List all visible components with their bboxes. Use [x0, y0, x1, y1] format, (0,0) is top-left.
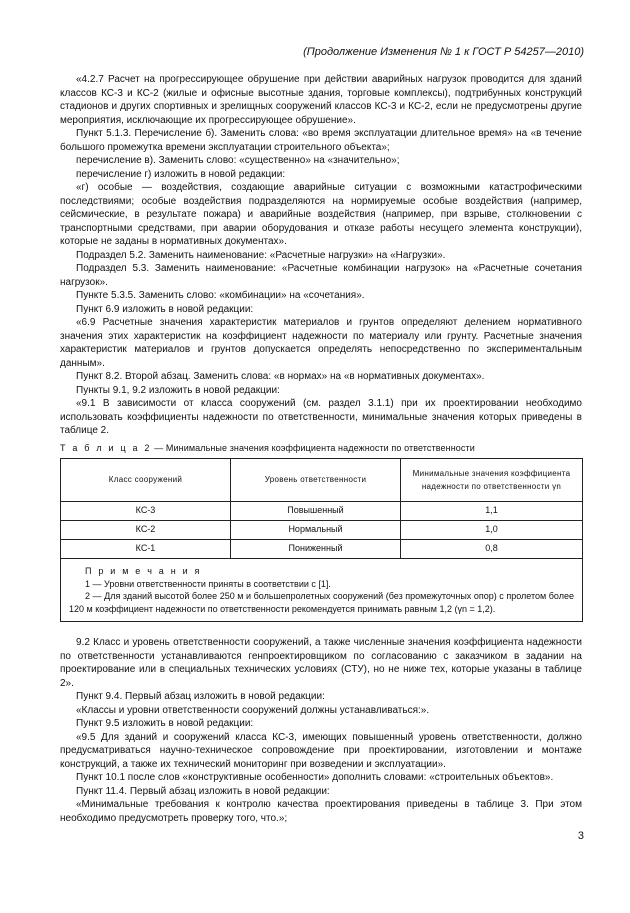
table-header-row [61, 459, 583, 502]
table-notes [61, 559, 583, 622]
table-cell: 1,0 [401, 521, 583, 540]
table-header-cell: Уровень ответственности [231, 459, 401, 502]
paragraph: перечисление в). Заменить слово: «существенно» на «значительно»; [76, 155, 400, 166]
document-body [60, 73, 582, 825]
paragraph: Пункт 6.9 изложить в новой редакции: [76, 303, 254, 315]
note-item: 2 — Для зданий высотой более 250 м и большепролетных сооружений (без промежуточных опор) с пролетом более 120 м коэффициент надежности по ответственности рекомендуется принимать равным 1,2 (γn = 1,2). [69, 591, 574, 614]
table-cell: 0,8 [401, 540, 583, 559]
paragraph: «9.1 В зависимости от класса сооружений (см. раздел 3.1.1) при их проектировании необходимо использовать коэффициенты надежности по ответственности, минимальные значения которых приведены в таблице 2. [60, 398, 582, 436]
paragraph: перечисление г) изложить в новой редакции: [76, 168, 286, 180]
paragraph: Пункт 11.4. Первый абзац изложить в новой редакции: [76, 785, 330, 797]
table-row [61, 540, 583, 559]
table-header-cell: Класс сооружений [61, 459, 231, 502]
table-cell: КС-3 [61, 502, 231, 521]
paragraph: «Минимальные требования к контролю качества проектирования приведены в таблице 3. При этом необходимо предусмотреть проверку того, что.»; [60, 799, 582, 824]
table-cell: 1,1 [401, 502, 583, 521]
paragraph: Пункт 9.5 изложить в новой редакции: [76, 718, 254, 729]
paragraph: «г) особые — воздействия, создающие аварийные ситуации с возможными катастрофическими последствиями; особые воздействия подразделяются на нормируемые особые воздействия (например, сейсмические, в результате пожара) и аварийные воздействия (например, при взрыве, столкновении с транспортными средствами, при аварии оборудования и отказе работы несущего элемента конструкции), которые не заданы в нормативных документах». [60, 182, 582, 247]
table-header-cell: Минимальные значения коэффициента надежности по ответственности γn [401, 459, 583, 502]
paragraph: Подраздел 5.3. Заменить наименование: «Расчетные комбинации нагрузок» на «Расчетные сочетания нагрузок». [60, 263, 582, 288]
table-cell: КС-1 [61, 540, 231, 559]
paragraph: Подраздел 5.2. Заменить наименование: «Расчетные нагрузки» на «Нагрузки». [76, 249, 446, 261]
table-row [61, 521, 583, 540]
table-cell: КС-2 [61, 521, 231, 540]
reliability-table [60, 458, 583, 622]
page-header: (Продолжение Изменения № 1 к ГОСТ Р 54257—2010) [303, 46, 584, 58]
table-cell: Нормальный [231, 521, 401, 540]
paragraph: 9.2 Класс и уровень ответственности сооружений, а также численные значения коэффициента надежности по ответственности устанавливаются генпроектировщиком по согласованию с заказчиком в задании на проектирование или в специальных технических условиях (СТУ), но не ниже тех, которые указаны в таблице 2». [60, 637, 582, 689]
paragraph: «6.9 Расчетные значения характеристик материалов и грунтов определяют делением нормативного значения этих характеристик на коэффициент надежности по материалу или грунту. Расчетные значения характеристик материалов и грунтов допускается определять непосредственно по экспериментальным данным». [60, 317, 582, 369]
table-notes-row [61, 559, 583, 622]
note-item: 1 — Уровни ответственности приняты в соответствии с [1]. [85, 578, 331, 589]
paragraph: «9.5 Для зданий и сооружений класса КС-3, имеющих повышенный уровень ответственности, должно предусматриваться научно-техническое сопровождение при проектировании, изготовлении и монтаже конструкций, а также их технический мониторинг при возведении и эксплуатации». [60, 731, 582, 770]
paragraph: Пункт 8.2. Второй абзац. Заменить слова: «в нормах» на «в нормативных документах». [76, 371, 485, 382]
table-caption-text: — Минимальные значения коэффициента надежности по ответственности [151, 442, 475, 453]
table-cell: Повышенный [231, 502, 401, 521]
notes-title: П р и м е ч а н и я [85, 566, 202, 576]
paragraph: «4.2.7 Расчет на прогрессирующее обрушение при действии аварийных нагрузок проводится для зданий классов КС-3 и КС-2 (жилые и офисные высотные здания, торговые комплексы), подтрибунных конструкций стадионов и других спортивных и зрелищных сооружений классов КС-3 и КС-2, если не предусмотрены другие мероприятия, исключающие их прогрессирующее обрушение». [60, 74, 582, 126]
paragraphs-after-table [60, 636, 582, 825]
paragraph: Пункт 9.4. Первый абзац изложить в новой редакции: [76, 691, 325, 702]
paragraph: «Классы и уровни ответственности сооружений должны устанавливаться:». [76, 704, 430, 716]
page-number: 3 [577, 830, 584, 842]
table-row [61, 502, 583, 521]
table-cell: Пониженный [231, 540, 401, 559]
paragraph: Пункте 5.3.5. Заменить слово: «комбинации» на «сочетания». [76, 290, 365, 301]
paragraph: Пункт 10.1 после слов «конструктивные особенности» дополнить словами: «строительных объектов». [76, 772, 554, 783]
table-caption [60, 442, 582, 456]
paragraph: Пункты 9.1, 9.2 изложить в новой редакции: [76, 384, 280, 396]
paragraph: Пункт 5.1.3. Перечисление б). Заменить слова: «во время эксплуатации длительное время» на «в течение большого промежутка времени эксплуатации строительного объекта»; [60, 128, 582, 153]
table-caption-label: Т а б л и ц а 2 [60, 442, 152, 453]
